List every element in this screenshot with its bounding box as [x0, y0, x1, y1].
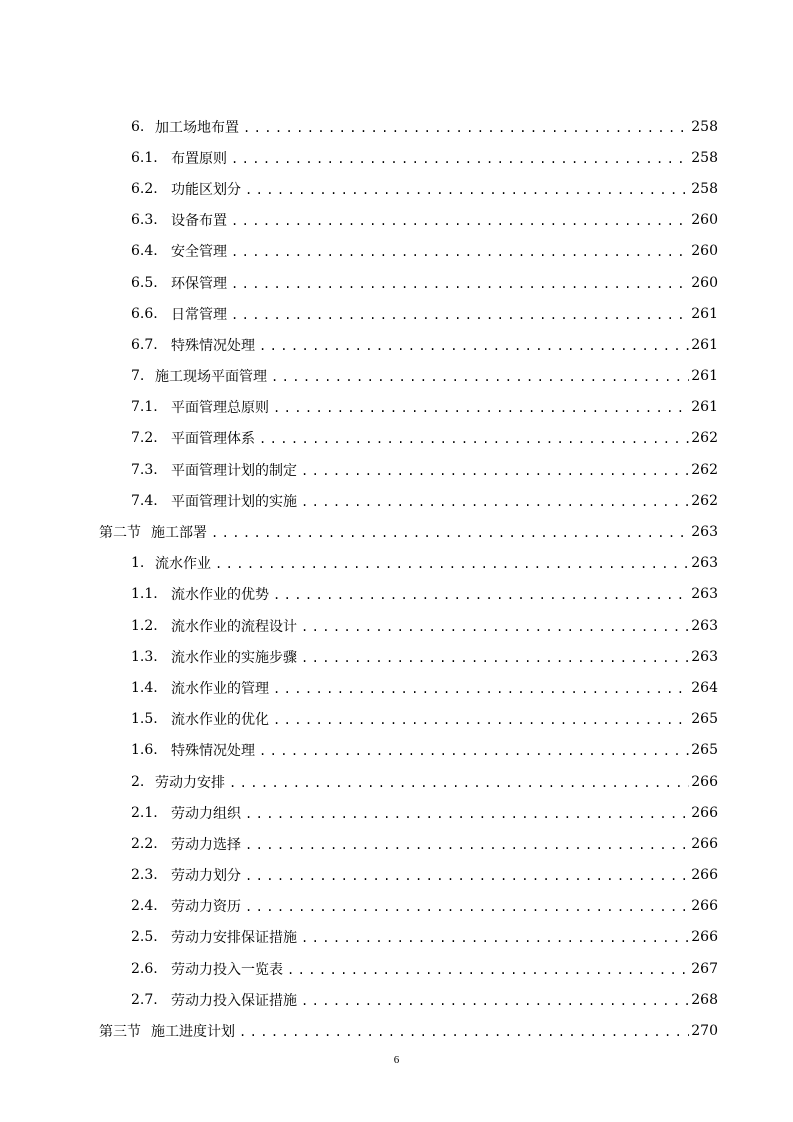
toc-entry-title: 劳动力安排保证措施 [171, 930, 297, 947]
toc-entry-page: 270 [691, 1023, 718, 1040]
toc-dot-leader [231, 153, 689, 165]
toc-entry-page: 261 [691, 305, 718, 322]
toc-dot-leader [301, 621, 689, 633]
toc-entry-page: 267 [691, 960, 718, 977]
toc-entry[interactable] [0, 735, 793, 766]
toc-entry-page: 261 [691, 399, 718, 416]
toc-entry-title: 流水作业的流程设计 [171, 618, 297, 635]
toc-dot-leader [239, 1026, 689, 1038]
toc-dot-leader [273, 589, 689, 601]
toc-entry-title: 安全管理 [171, 244, 227, 261]
toc-dot-leader [231, 246, 689, 258]
toc-entry-number: 6.7. [131, 336, 158, 353]
toc-entry-number: 1. [131, 555, 145, 572]
toc-entry-number: 7.3. [131, 461, 158, 478]
toc-entry[interactable] [0, 423, 793, 454]
toc-entry-title: 流水作业的优化 [171, 712, 269, 729]
toc-entry-number: 2.4. [131, 898, 158, 915]
toc-dot-leader [259, 433, 689, 445]
toc-entry[interactable] [0, 142, 793, 173]
toc-entry-title: 流水作业的管理 [171, 680, 269, 697]
toc-entry-page: 260 [691, 274, 718, 291]
toc-entry[interactable] [0, 922, 793, 953]
toc-entry-number: 7.2. [131, 430, 158, 447]
toc-dot-leader [259, 745, 689, 757]
toc-dot-leader [301, 496, 689, 508]
toc-entry-page: 261 [691, 336, 718, 353]
toc-entry-page: 265 [691, 711, 718, 728]
toc-dot-leader [231, 215, 689, 227]
toc-entry-number: 6.5. [131, 274, 158, 291]
toc-entry-number: 2.6. [131, 960, 158, 977]
toc-entry-page: 266 [691, 898, 718, 915]
toc-dot-leader [215, 558, 689, 570]
toc-entry-number: 7. [131, 368, 145, 385]
toc-entry-title: 平面管理体系 [171, 431, 255, 448]
toc-entry-number: 第二节 [99, 525, 141, 542]
toc-entry-number: 7.1. [131, 399, 158, 416]
toc-entry-page: 266 [691, 804, 718, 821]
toc-dot-leader [211, 527, 689, 539]
toc-entry-number: 第三节 [99, 1024, 141, 1041]
toc-entry[interactable] [0, 205, 793, 236]
toc-entry-page: 262 [691, 461, 718, 478]
toc-entry-title: 劳动力资历 [171, 899, 241, 916]
toc-entry-number: 6.1. [131, 149, 158, 166]
toc-entry-number: 1.3. [131, 648, 158, 665]
toc-entry[interactable] [0, 953, 793, 984]
toc-entry-title: 平面管理计划的制定 [171, 462, 297, 479]
table-of-contents [0, 111, 793, 1047]
toc-entry[interactable] [0, 485, 793, 516]
toc-dot-leader [245, 839, 689, 851]
toc-entry-title: 劳动力划分 [171, 868, 241, 885]
toc-entry-title: 施工部署 [151, 525, 207, 542]
toc-entry-page: 266 [691, 929, 718, 946]
toc-entry-page: 261 [691, 368, 718, 385]
toc-dot-leader [231, 278, 689, 290]
toc-entry-number: 2.3. [131, 867, 158, 884]
toc-entry-page: 258 [691, 118, 718, 135]
toc-dot-leader [245, 808, 689, 820]
toc-entry-number: 2.7. [131, 991, 158, 1008]
toc-entry-page: 262 [691, 430, 718, 447]
toc-entry-title: 施工现场平面管理 [155, 369, 267, 386]
toc-entry-page: 263 [691, 524, 718, 541]
toc-entry-title: 平面管理总原则 [171, 400, 269, 417]
toc-dot-leader [243, 122, 689, 134]
toc-entry-number: 1.2. [131, 617, 158, 634]
toc-dot-leader [259, 340, 689, 352]
toc-entry-title: 施工进度计划 [151, 1024, 235, 1041]
toc-entry[interactable] [0, 1015, 793, 1046]
toc-entry-title: 劳动力安排 [155, 774, 225, 791]
toc-entry-number: 7.4. [131, 492, 158, 509]
toc-entry-title: 平面管理计划的实施 [171, 493, 297, 510]
toc-dot-leader [245, 901, 689, 913]
toc-entry[interactable] [0, 672, 793, 703]
toc-entry[interactable] [0, 329, 793, 360]
toc-entry[interactable] [0, 361, 793, 392]
toc-entry[interactable] [0, 828, 793, 859]
toc-entry-number: 2.5. [131, 929, 158, 946]
toc-entry[interactable] [0, 111, 793, 142]
toc-entry-page: 266 [691, 835, 718, 852]
toc-entry[interactable] [0, 641, 793, 672]
toc-entry-title: 特殊情况处理 [171, 743, 255, 760]
toc-entry-number: 2.2. [131, 835, 158, 852]
toc-dot-leader [287, 964, 689, 976]
toc-entry[interactable] [0, 984, 793, 1015]
toc-dot-leader [301, 652, 689, 664]
toc-dot-leader [245, 184, 689, 196]
toc-entry-title: 日常管理 [171, 306, 227, 323]
toc-entry-title: 流水作业 [155, 556, 211, 573]
toc-entry-title: 劳动力投入保证措施 [171, 992, 297, 1009]
toc-entry-page: 260 [691, 243, 718, 260]
toc-dot-leader [273, 714, 689, 726]
toc-entry-number: 1.1. [131, 586, 158, 603]
toc-entry[interactable] [0, 891, 793, 922]
toc-entry[interactable] [0, 704, 793, 735]
toc-entry-number: 1.4. [131, 679, 158, 696]
toc-entry-page: 266 [691, 867, 718, 884]
toc-entry-page: 264 [691, 679, 718, 696]
toc-entry-title: 劳动力投入一览表 [171, 961, 283, 978]
toc-dot-leader [301, 465, 689, 477]
toc-entry-page: 263 [691, 617, 718, 634]
toc-entry-title: 特殊情况处理 [171, 337, 255, 354]
toc-entry-title: 劳动力选择 [171, 836, 241, 853]
toc-entry[interactable] [0, 548, 793, 579]
toc-dot-leader [301, 995, 689, 1007]
toc-entry-title: 劳动力组织 [171, 805, 241, 822]
toc-entry-number: 6. [131, 118, 145, 135]
toc-entry[interactable] [0, 516, 793, 547]
toc-entry-page: 265 [691, 742, 718, 759]
toc-entry-title: 设备布置 [171, 213, 227, 230]
toc-entry[interactable] [0, 766, 793, 797]
toc-entry-page: 263 [691, 648, 718, 665]
toc-dot-leader [245, 870, 689, 882]
toc-entry-title: 布置原则 [171, 150, 227, 167]
toc-entry[interactable] [0, 392, 793, 423]
toc-entry[interactable] [0, 797, 793, 828]
toc-entry-page: 258 [691, 149, 718, 166]
toc-entry-title: 环保管理 [171, 275, 227, 292]
toc-entry-page: 262 [691, 492, 718, 509]
toc-dot-leader [271, 371, 689, 383]
toc-entry[interactable] [0, 267, 793, 298]
toc-entry-title: 流水作业的实施步骤 [171, 649, 297, 666]
toc-entry-page: 258 [691, 180, 718, 197]
toc-entry-title: 功能区划分 [171, 181, 241, 198]
toc-entry-number: 6.2. [131, 180, 158, 197]
toc-entry-number: 6.3. [131, 212, 158, 229]
toc-entry-page: 263 [691, 555, 718, 572]
toc-entry[interactable] [0, 298, 793, 329]
toc-entry-page: 268 [691, 991, 718, 1008]
toc-entry[interactable] [0, 610, 793, 641]
toc-entry-number: 1.6. [131, 742, 158, 759]
toc-entry-number: 2.1. [131, 804, 158, 821]
toc-entry[interactable] [0, 454, 793, 485]
toc-entry-page: 263 [691, 586, 718, 603]
toc-entry[interactable] [0, 236, 793, 267]
toc-entry[interactable] [0, 579, 793, 610]
toc-entry-page: 260 [691, 212, 718, 229]
toc-entry[interactable] [0, 860, 793, 891]
toc-entry-number: 6.6. [131, 305, 158, 322]
toc-dot-leader [301, 932, 689, 944]
toc-dot-leader [229, 777, 689, 789]
toc-entry-title: 流水作业的优势 [171, 587, 269, 604]
toc-entry-number: 2. [131, 773, 145, 790]
toc-entry[interactable] [0, 173, 793, 204]
toc-dot-leader [231, 309, 689, 321]
toc-entry-number: 1.5. [131, 711, 158, 728]
toc-dot-leader [273, 402, 689, 414]
toc-entry-page: 266 [691, 773, 718, 790]
toc-dot-leader [273, 683, 689, 695]
toc-entry-number: 6.4. [131, 243, 158, 260]
toc-entry-title: 加工场地布置 [155, 119, 239, 136]
page-number: 6 [393, 1054, 400, 1066]
